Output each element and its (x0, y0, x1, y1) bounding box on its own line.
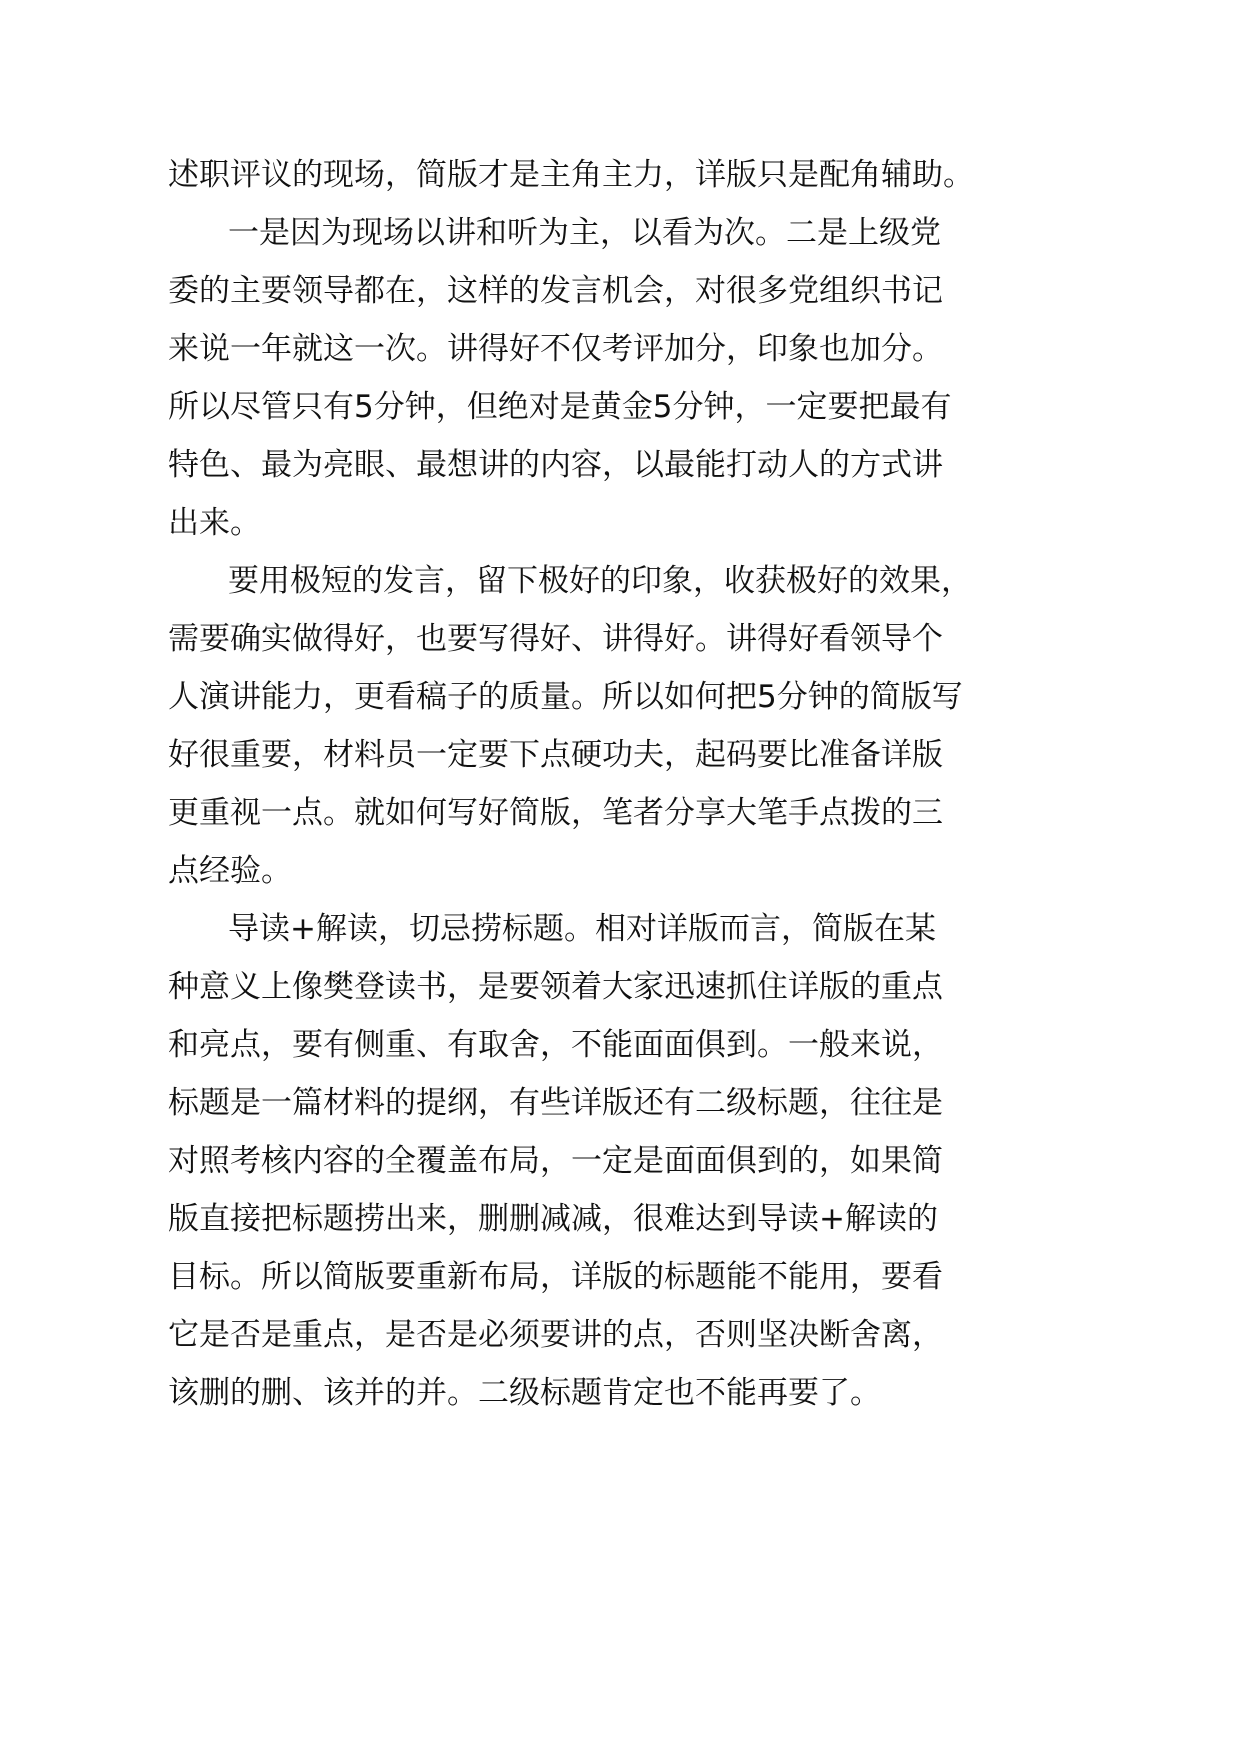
paragraph-4-line-8: 它是否是重点，是否是必须要讲的点，否则坚决断舍离， (168, 1317, 943, 1353)
body-text (168, 146, 974, 1422)
paragraph-2-line-4: 所以尽管只有5分钟，但绝对是黄金5分钟，一定要把最有 (168, 389, 952, 425)
paragraph-3-line-3: 人演讲能力，更看稿子的质量。所以如何把5分钟的简版写 (168, 679, 963, 715)
paragraph-4-line-1: 导读+解读，切忌捞标题。相对详版而言，简版在某 (228, 911, 936, 947)
paragraph-3-line-4: 好很重要，材料员一定要下点硬功夫，起码要比准备详版 (168, 737, 943, 773)
paragraph-4-line-7: 目标。所以简版要重新布局，详版的标题能不能用，要看 (168, 1259, 943, 1295)
paragraph-4-line-3: 和亮点，要有侧重、有取舍，不能面面俱到。一般来说， (168, 1027, 943, 1063)
paragraph-4-line-9: 该删的删、该并的并。二级标题肯定也不能再要了。 (168, 1375, 881, 1411)
paragraph-3-line-5: 更重视一点。就如何写好简版，笔者分享大笔手点拨的三 (168, 795, 943, 831)
paragraph-4-line-6: 版直接把标题捞出来，删删减减，很难达到导读+解读的 (168, 1201, 938, 1237)
paragraph-4-line-5: 对照考核内容的全覆盖布局，一定是面面俱到的，如果简 (168, 1143, 943, 1179)
paragraph-4-line-4: 标题是一篇材料的提纲，有些详版还有二级标题，往往是 (168, 1085, 943, 1121)
paragraph-2-line-6: 出来。 (168, 505, 261, 541)
paragraph-2-line-3: 来说一年就这一次。讲得好不仅考评加分，印象也加分。 (168, 331, 943, 367)
paragraph-2-line-1: 一是因为现场以讲和听为主，以看为次。二是上级党 (228, 215, 941, 251)
paragraph-3-line-2: 需要确实做得好，也要写得好、讲得好。讲得好看领导个 (168, 621, 943, 657)
paragraph-2-line-2: 委的主要领导都在，这样的发言机会，对很多党组织书记 (168, 273, 943, 309)
paragraph-2-line-5: 特色、最为亮眼、最想讲的内容，以最能打动人的方式讲 (168, 447, 943, 483)
paragraph-3-line-6: 点经验。 (168, 853, 292, 889)
paragraph-3-line-1: 要用极短的发言，留下极好的印象，收获极好的效果， (228, 563, 972, 599)
paragraph-1-line-1: 述职评议的现场，简版才是主角主力，详版只是配角辅助。 (168, 157, 974, 193)
paragraph-4-line-2: 种意义上像樊登读书，是要领着大家迅速抓住详版的重点 (168, 969, 943, 1005)
